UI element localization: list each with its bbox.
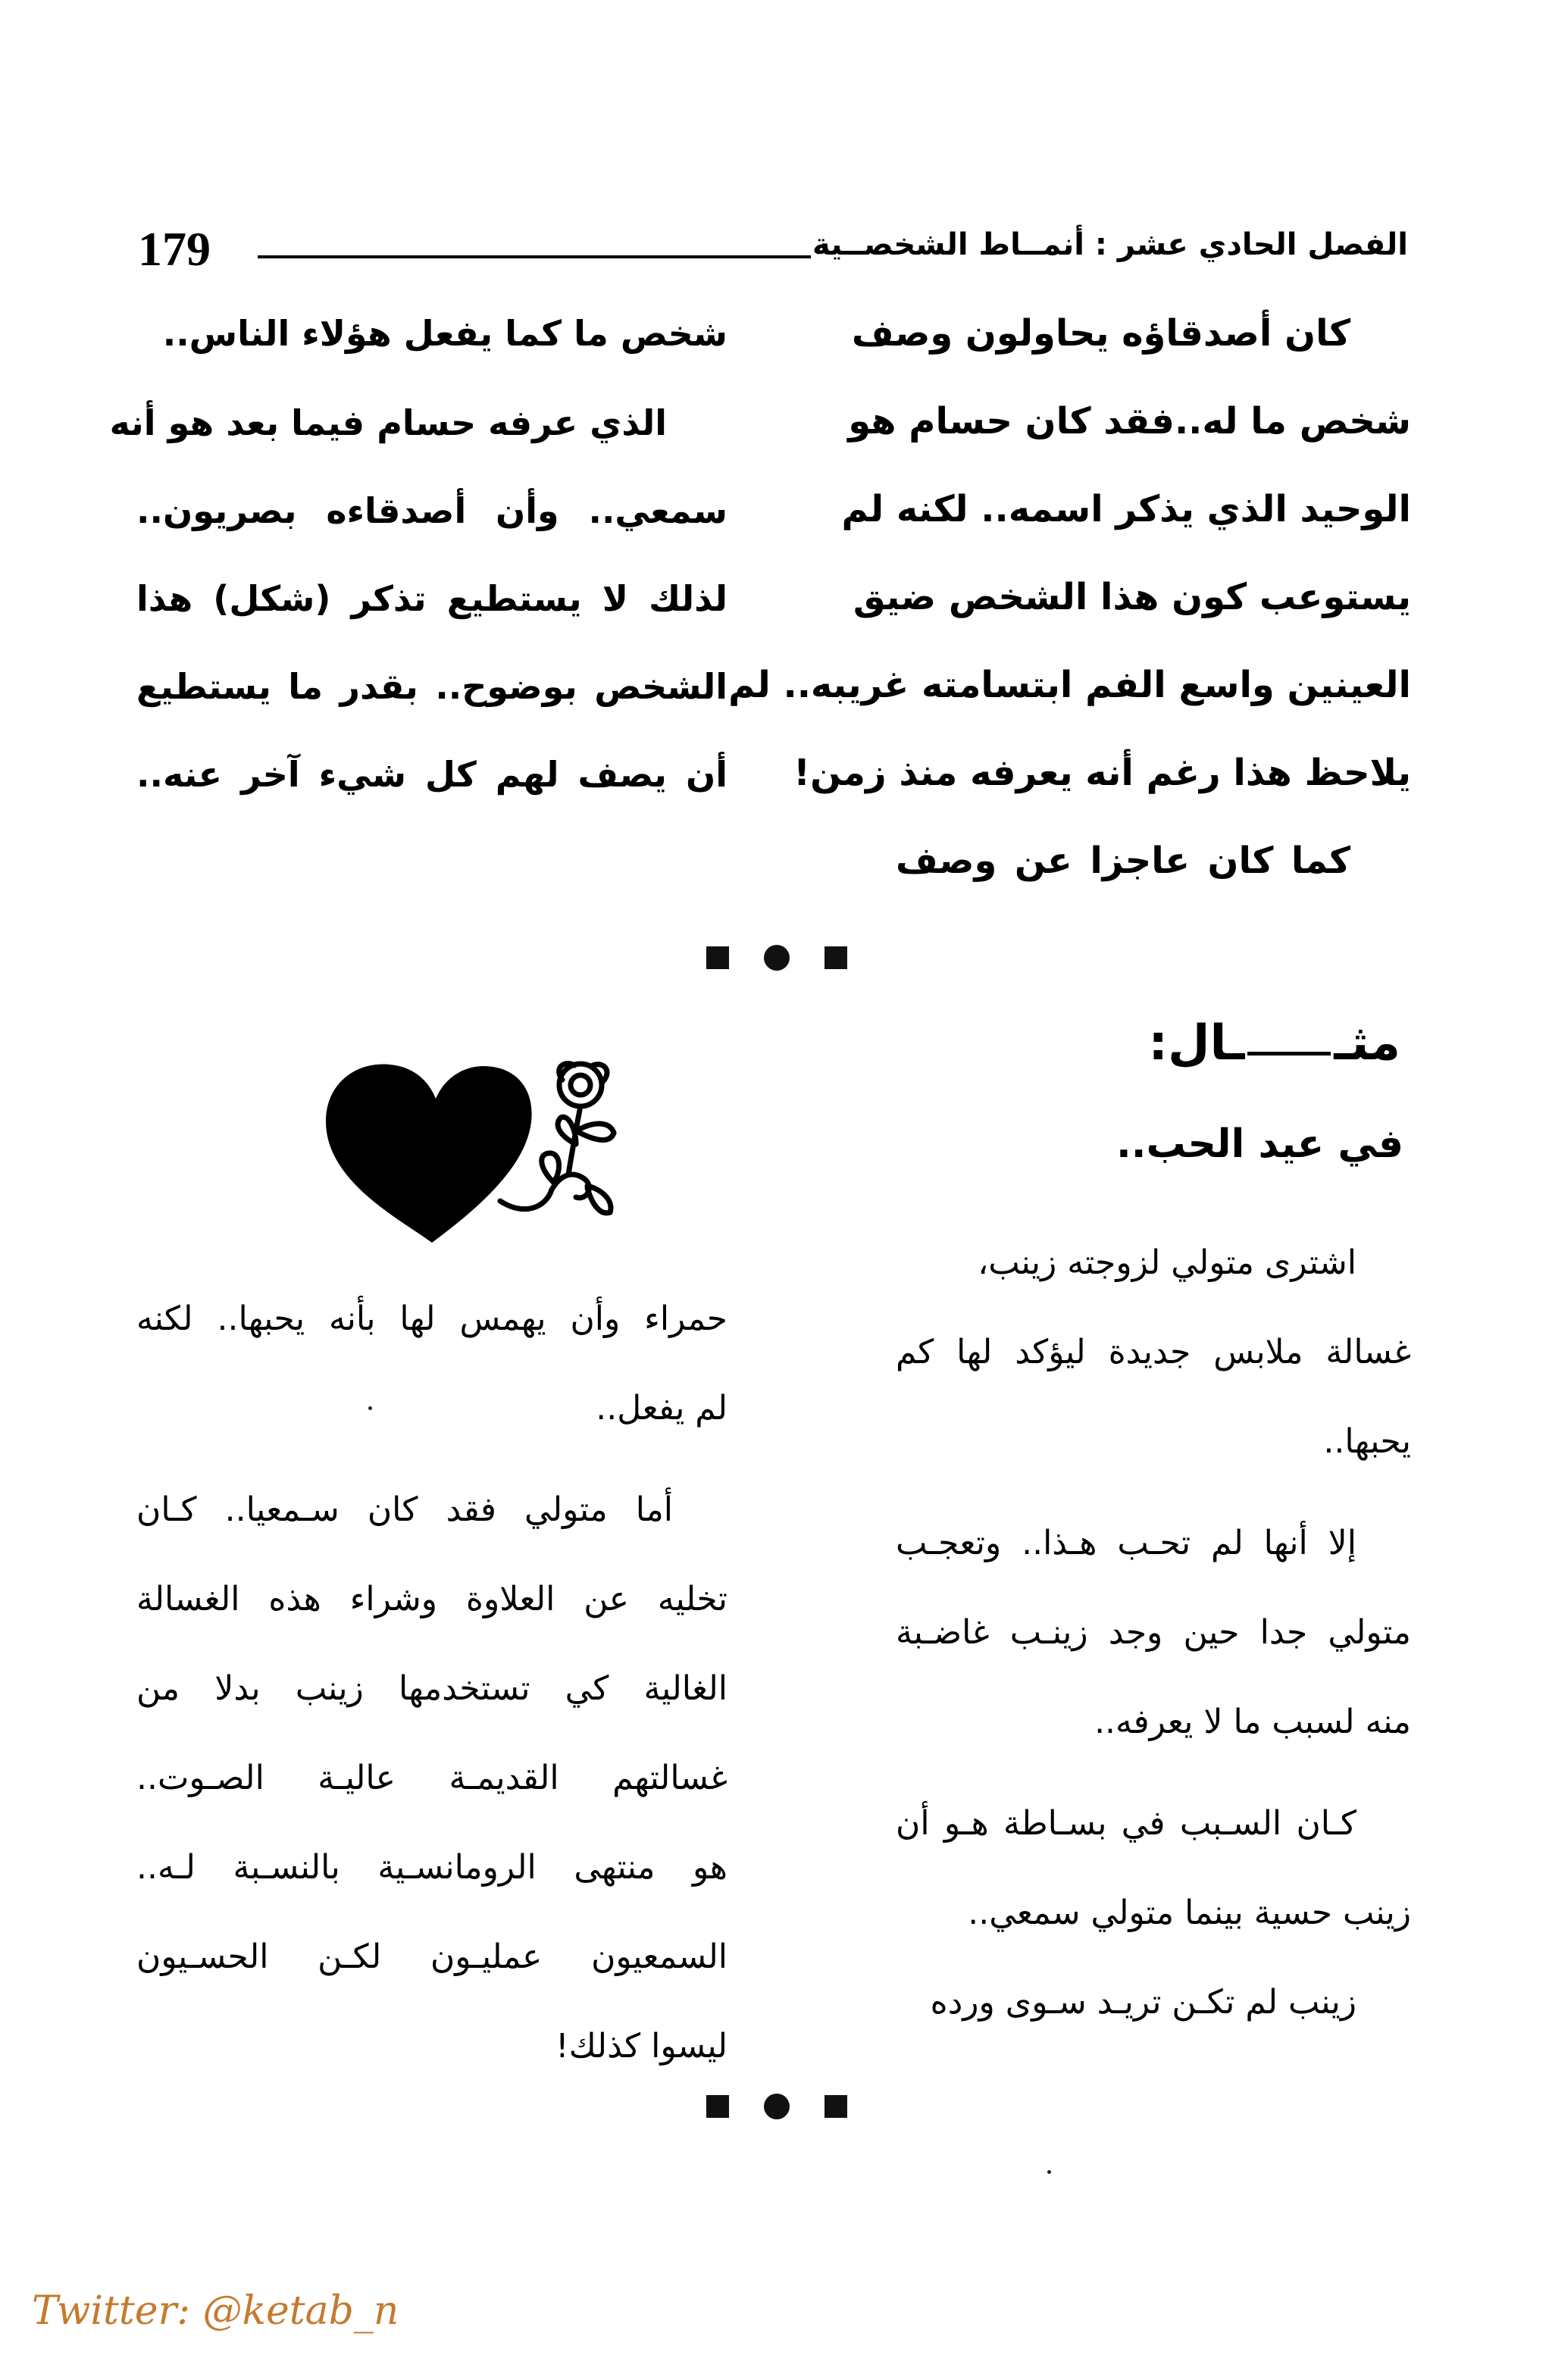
text-line: الذي عرفه حسام فيما بعد هو أنه bbox=[109, 402, 667, 443]
square-bullet-icon bbox=[824, 2095, 847, 2118]
heading-underline bbox=[1247, 1052, 1331, 1056]
heart-shape bbox=[326, 1064, 532, 1243]
text-line: زينب لم تكـن تريـد سـوى ورده bbox=[930, 1983, 1356, 2022]
text-line: يستوعب كون هذا الشخص ضيق bbox=[853, 576, 1411, 618]
text-line: لذلك لا يستطيع تذكر (شكل) هذا bbox=[136, 578, 728, 619]
text-line: السمعيون عمليـون لكـن الحسـيون bbox=[136, 1937, 728, 1976]
chapter-title: الفصل الحادي عشر : أنمــاط الشخصــية bbox=[812, 227, 1408, 262]
text-line: تخليه عن العلاوة وشراء هذه الغسالة bbox=[136, 1580, 728, 1618]
text-line: الشخص بوضوح.. بقدر ما يستطيع bbox=[136, 666, 728, 707]
text-line: هو منتهى الرومانسـية بالنسـبة لـه.. bbox=[136, 1848, 728, 1887]
square-bullet-icon bbox=[824, 946, 847, 969]
text-line: الوحيد الذي يذكر اسمه.. لكنه لم bbox=[841, 488, 1411, 530]
example-heading-end: ـال: bbox=[1148, 1015, 1245, 1071]
section-separator bbox=[706, 2090, 847, 2123]
text-line: غسالتهم القديمـة عاليـة الصـوت.. bbox=[136, 1759, 728, 1797]
example-heading bbox=[1148, 1015, 1400, 1071]
text-line: أما متولي فقد كان سـمعيا.. كـان bbox=[136, 1490, 673, 1529]
square-bullet-icon bbox=[706, 946, 729, 969]
text-line: الغالية كي تستخدمها زينب بدلا من bbox=[136, 1669, 728, 1708]
text-line: لم يفعل.. bbox=[596, 1389, 728, 1428]
square-bullet-icon bbox=[706, 2095, 729, 2118]
text-line: إلا أنها لم تحـب هـذا.. وتعجـب bbox=[896, 1524, 1356, 1562]
text-line: اشترى متولي لزوجته زينب، bbox=[978, 1243, 1356, 1282]
text-line: أن يصف لهم كل شيء آخر عنه.. bbox=[136, 754, 728, 795]
watermark: Twitter: @ketab_n bbox=[32, 2288, 399, 2334]
page-number: 179 bbox=[138, 222, 211, 276]
example-heading-start: مثـ bbox=[1334, 1015, 1400, 1071]
text-line: ليسوا كذلك! bbox=[555, 2027, 728, 2066]
example-subheading: في عيد الحب.. bbox=[1116, 1121, 1403, 1167]
section2-left-column bbox=[136, 1274, 728, 2091]
header-rule bbox=[258, 255, 811, 258]
text-line: حمراء وأن يهمس لها بأنه يحبها.. لكنه bbox=[136, 1299, 728, 1338]
text-line: غسالة ملابس جديدة ليؤكد لها كم bbox=[896, 1333, 1411, 1371]
text-line: زينب حسية بينما متولي سمعي.. bbox=[968, 1894, 1411, 1932]
section1-right-column bbox=[728, 289, 1411, 905]
text-line: متولي جدا حين وجد زينـب غاضـبة bbox=[896, 1613, 1411, 1652]
text-line: يحبها.. bbox=[1323, 1422, 1411, 1461]
scan-speck bbox=[368, 1406, 372, 1410]
heart-with-flower-icon bbox=[311, 1038, 644, 1258]
section2-right-column bbox=[896, 1218, 1411, 2047]
scan-speck bbox=[1047, 2170, 1051, 2174]
text-line: سمعي.. وأن أصدقاءه بصريون.. bbox=[136, 490, 728, 531]
circle-bullet-icon bbox=[764, 945, 790, 971]
section-separator bbox=[706, 941, 847, 974]
text-line: العينين واسع الفم ابتسامته غريبه.. لم bbox=[728, 664, 1411, 706]
text-line: كـان السـبب في بسـاطة هـو أن bbox=[896, 1804, 1356, 1843]
section1-left-column bbox=[109, 288, 728, 818]
circle-bullet-icon bbox=[764, 2094, 790, 2119]
text-line: كما كان عاجزا عن وصف bbox=[896, 840, 1350, 882]
text-line: يلاحظ هذا رغم أنه يعرفه منذ زمن! bbox=[793, 752, 1411, 794]
text-line: منه لسبب ما لا يعرفه.. bbox=[1094, 1703, 1411, 1741]
text-line: كان أصدقاؤه يحاولون وصف bbox=[851, 312, 1350, 355]
text-line: شخص ما كما يفعل هؤلاء الناس.. bbox=[162, 313, 728, 354]
text-line: شخص ما له..فقد كان حسام هو bbox=[848, 400, 1411, 443]
